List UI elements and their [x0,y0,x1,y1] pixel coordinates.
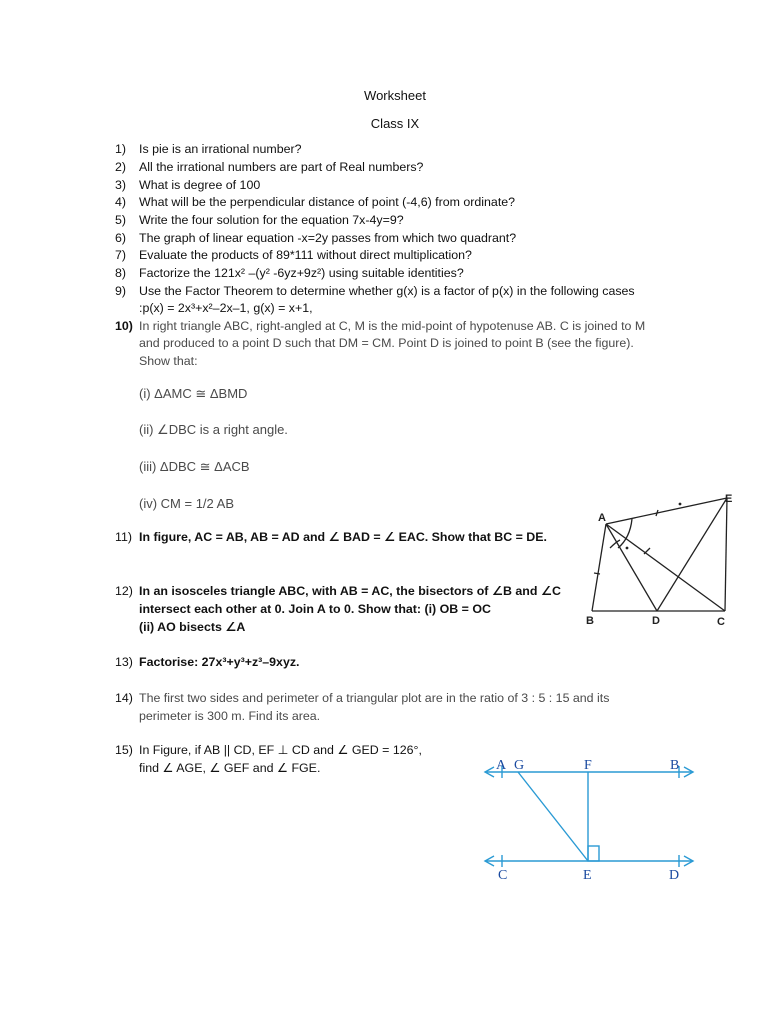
question-text: Write the four solution for the equation 7x-4y=9? [139,213,404,227]
question-number: 13) [115,655,133,669]
segment-ge [518,772,588,861]
question-text: and produced to a point D such that DM = CM. Point D is joined to point B (see the figure). [139,336,634,350]
tick-mark [594,573,600,574]
label-b: B [670,758,680,773]
label-b: B [586,615,594,627]
question-text: find ∠ AGE, ∠ GEF and ∠ FGE. [139,761,321,775]
question-number: 5) [115,213,127,227]
question-number: 12) [115,584,133,598]
q10-part-iii: (iii) ΔDBC ≅ ΔACB [139,459,250,474]
question-text: perimeter is 300 m. Find its area. [139,709,321,723]
question-number: 3) [115,178,127,192]
segment-de [657,498,727,611]
label-c: C [498,868,508,883]
dot-marker [626,547,629,550]
q10-part-iv: (iv) CM = 1/2 AB [139,496,234,511]
segment-ad [606,524,657,611]
label-f: F [584,758,592,773]
question-text: In figure, AC = AB, AB = AD and ∠ BAD = ∠ EAC. Show that BC = DE. [139,530,547,544]
question-text: In an isosceles triangle ABC, with AB = AC, the bisectors of ∠B and ∠C [139,584,561,598]
question-text: What is degree of 100 [139,178,261,192]
question-number: 1) [115,142,127,156]
figure-triangles [580,488,760,628]
question-number: 9) [115,284,127,298]
segment-ab [592,524,606,611]
label-c: C [717,616,725,628]
question-text: Use the Factor Theorem to determine whether g(x) is a factor of p(x) in the following cases [139,284,635,298]
question-text: What will be the perpendicular distance of point (-4,6) from ordinate? [139,195,516,209]
dot-marker [679,503,682,506]
label-d: D [669,868,680,883]
angle-arc-a [618,519,632,548]
question-text: In right triangle ABC, right-angled at C, M is the mid-point of hypotenuse AB. C is joined to M [139,319,646,333]
question-number: 6) [115,231,127,245]
label-d: D [652,615,660,627]
figure-parallel-lines [480,752,700,887]
question-number: 15) [115,743,133,757]
question-number: 14) [115,691,133,705]
question-text: :p(x) = 2x³+x²–2x–1, g(x) = x+1, [139,301,313,315]
question-text: (ii) AO bisects ∠A [139,620,246,634]
q10-part-ii: (ii) ∠DBC is a right angle. [139,422,288,437]
question-text: Factorize the 121x² –(y² -6yz+9z²) using suitable identities? [139,266,464,280]
question-text: intersect each other at 0. Join A to 0. Show that: (i) OB = OC [139,602,491,616]
segment-ce [725,498,727,611]
question-text: Show that: [139,354,198,368]
q10-part-i: (i) ΔAMC ≅ ΔBMD [139,386,248,401]
question-number: 11) [115,530,132,544]
question-text: In Figure, if AB || CD, EF ⊥ CD and ∠ GED = 126°, [139,743,422,757]
question-number: 8) [115,266,127,280]
segment-ae [606,498,727,524]
label-g: G [514,758,525,773]
question-text: Evaluate the products of 89*111 without direct multiplication? [139,248,472,262]
question-number: 4) [115,195,127,209]
question-text: Factorise: 27x³+y³+z³–9xyz. [139,655,300,669]
label-e: E [725,493,733,505]
tick-mark [644,548,650,554]
right-angle-marker [588,846,599,861]
question-text: Is pie is an irrational number? [139,142,302,156]
label-e: E [583,868,592,883]
question-number: 10) [115,319,133,333]
label-a: A [496,758,507,773]
class-title: Class IX [370,116,420,131]
worksheet-title: Worksheet [364,88,426,103]
question-text: The graph of linear equation -x=2y passes from which two quadrant? [139,231,517,245]
question-text: All the irrational numbers are part of Real numbers? [139,160,424,174]
question-number: 7) [115,248,127,262]
label-a: A [598,512,606,524]
question-number: 2) [115,160,127,174]
question-text: The first two sides and perimeter of a triangular plot are in the ratio of 3 : 5 : 15 and its [139,691,610,705]
